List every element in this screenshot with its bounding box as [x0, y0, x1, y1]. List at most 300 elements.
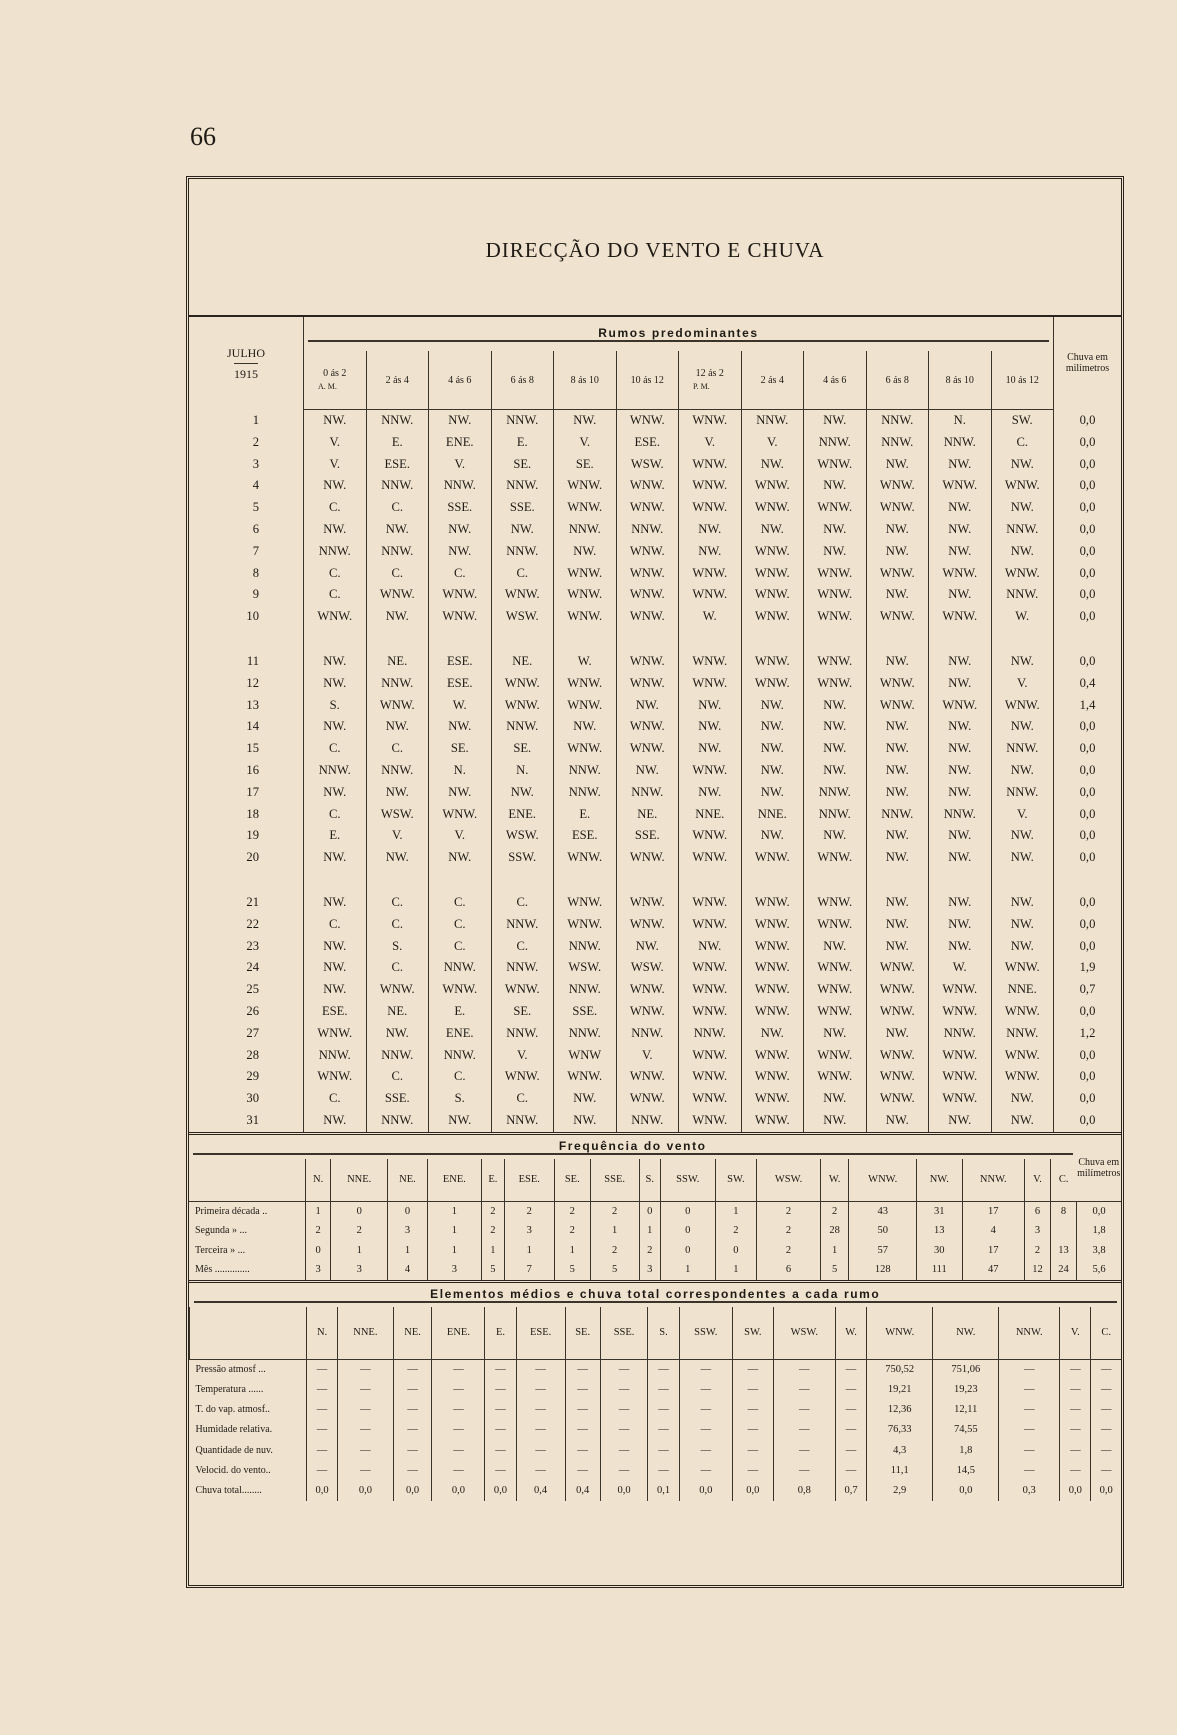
wind-direction-cell: NW.	[929, 825, 992, 847]
element-cell: —	[600, 1461, 648, 1481]
gap-cell	[679, 628, 742, 651]
element-cell: —	[733, 1380, 774, 1400]
wind-direction-cell: WNW.	[866, 695, 929, 717]
wind-direction-cell: C.	[304, 497, 367, 519]
wind-direction-cell: WNW.	[741, 584, 804, 606]
wind-direction-cell: NW.	[866, 782, 929, 804]
rain-cell: 0,0	[1054, 847, 1122, 869]
wind-direction-cell: NW.	[679, 519, 742, 541]
wind-direction-cell: NW.	[366, 847, 429, 869]
row-label: Mês ..............	[195, 1264, 250, 1276]
element-cell: 0,0	[1060, 1481, 1091, 1501]
day-number: 14	[246, 719, 259, 734]
wind-direction-cell: WNW.	[491, 1066, 554, 1088]
wind-direction-cell: WNW.	[804, 847, 867, 869]
wind-direction-cell: NW.	[366, 716, 429, 738]
wind-direction-cell: SE.	[554, 454, 617, 476]
wind-direction-cell: WNW.	[616, 584, 679, 606]
wind-direction-cell: WNW.	[679, 1045, 742, 1067]
direction-header: S.	[648, 1307, 679, 1360]
wind-direction-cell: WNW	[554, 1045, 617, 1067]
wind-direction-cell: C.	[429, 563, 492, 585]
wind-direction-cell: NW.	[679, 541, 742, 563]
table-row	[189, 695, 1121, 717]
elements-title-cell	[190, 1283, 1122, 1307]
element-cell: —	[600, 1441, 648, 1461]
rain-cell: 3,8	[1077, 1241, 1122, 1261]
element-cell: 0,8	[773, 1481, 835, 1501]
wind-direction-cell: WNW.	[866, 957, 929, 979]
wind-direction-cell: ESE.	[429, 673, 492, 695]
time-column-header	[366, 351, 429, 410]
table-row	[189, 584, 1121, 606]
wind-direction-cell: NW.	[804, 1110, 867, 1132]
element-cell: 14,5	[933, 1461, 999, 1481]
day-number: 3	[252, 456, 259, 471]
wind-direction-cell: NNW.	[366, 1110, 429, 1132]
wind-direction-cell: NW.	[991, 716, 1054, 738]
frequency-cell: 1	[482, 1241, 505, 1261]
rain-cell: 0,0	[1054, 804, 1122, 826]
table-row	[189, 1023, 1121, 1045]
wind-direction-cell: WNW.	[741, 847, 804, 869]
direction-header: ESE.	[504, 1159, 554, 1202]
wind-direction-cell: NNW.	[616, 519, 679, 541]
wind-direction-cell: V.	[491, 1045, 554, 1067]
gap-cell	[804, 869, 867, 892]
frequency-cell: 31	[917, 1201, 962, 1221]
wind-direction-cell: ENE.	[429, 432, 492, 454]
element-cell: 12,11	[933, 1400, 999, 1420]
direction-header: SW.	[715, 1159, 757, 1202]
element-cell: —	[999, 1400, 1060, 1420]
wind-direction-cell: C.	[304, 738, 367, 760]
wind-direction-cell: WNW.	[679, 584, 742, 606]
wind-direction-cell: WNW.	[741, 497, 804, 519]
wind-direction-cell: NW.	[866, 847, 929, 869]
frequency-cell: 2	[639, 1241, 660, 1261]
element-cell: 12,36	[867, 1400, 933, 1420]
table-row	[189, 563, 1121, 585]
wind-direction-cell: NW.	[866, 1110, 929, 1132]
wind-direction-cell: C.	[491, 892, 554, 914]
element-cell: —	[485, 1461, 516, 1481]
time-column-header	[929, 351, 992, 410]
element-cell: 1,8	[933, 1441, 999, 1461]
wind-direction-cell: NNW.	[991, 782, 1054, 804]
wind-direction-cell: NNW.	[554, 760, 617, 782]
wind-direction-cell: NNW.	[991, 1023, 1054, 1045]
element-cell: 751,06	[933, 1359, 999, 1380]
wind-direction-cell: WNW.	[804, 892, 867, 914]
element-cell: —	[516, 1441, 565, 1461]
frequency-cell: 7	[504, 1260, 554, 1280]
wind-direction-cell: E.	[554, 804, 617, 826]
frequency-cell: 57	[849, 1241, 917, 1261]
element-cell: —	[485, 1400, 516, 1420]
wind-direction-cell: WNW.	[679, 563, 742, 585]
wind-direction-cell: NW.	[304, 936, 367, 958]
wind-direction-cell: WNW.	[929, 1001, 992, 1023]
wind-direction-cell: NNW.	[491, 914, 554, 936]
wind-direction-cell: WNW.	[929, 979, 992, 1001]
direction-header: ENE.	[427, 1159, 481, 1202]
wind-direction-cell: NNE.	[741, 804, 804, 826]
element-cell: —	[516, 1380, 565, 1400]
wind-direction-cell: E.	[304, 825, 367, 847]
wind-direction-table	[189, 317, 1121, 1132]
wind-direction-cell: NW.	[554, 1088, 617, 1110]
frequency-cell: 2	[554, 1201, 590, 1221]
gap-cell	[929, 628, 992, 651]
day-number: 10	[246, 609, 259, 624]
wind-direction-cell: NW.	[929, 847, 992, 869]
frequency-cell: 4	[962, 1221, 1025, 1241]
table-row	[189, 1241, 1121, 1261]
wind-direction-cell: WSW.	[491, 825, 554, 847]
time-column-header	[804, 351, 867, 410]
wind-direction-cell: NNW.	[304, 1045, 367, 1067]
day-number: 2	[252, 434, 259, 449]
rain-cell: 0,0	[1054, 584, 1122, 606]
frequency-cell: 3	[504, 1221, 554, 1241]
wind-direction-cell: WNW.	[929, 695, 992, 717]
wind-direction-cell: WNW.	[491, 584, 554, 606]
wind-direction-cell: NNW.	[491, 475, 554, 497]
wind-direction-cell: NW.	[554, 1110, 617, 1132]
wind-direction-cell: NW.	[304, 979, 367, 1001]
pm-label: P. M.	[693, 382, 710, 391]
row-label: Humidade relativa.	[195, 1424, 273, 1436]
wind-direction-cell: NW.	[866, 454, 929, 476]
wind-direction-cell: NW.	[304, 1110, 367, 1132]
wind-direction-cell: WNW.	[679, 1066, 742, 1088]
element-cell: —	[393, 1359, 432, 1380]
wind-direction-cell: WNW.	[616, 606, 679, 628]
element-cell: —	[307, 1400, 338, 1420]
time-column-label: 10 ás 12	[1005, 374, 1039, 386]
day-number: 5	[252, 500, 259, 515]
wind-direction-cell: E.	[429, 1001, 492, 1023]
wind-direction-cell: WNW.	[679, 825, 742, 847]
wind-direction-cell: WSW.	[366, 804, 429, 826]
row-label: Primeira década ..	[195, 1205, 268, 1217]
wind-direction-cell: NW.	[554, 410, 617, 432]
wind-direction-cell: NNW.	[304, 541, 367, 563]
wind-direction-cell: NNW.	[554, 979, 617, 1001]
gap-cell	[304, 869, 367, 892]
wind-direction-cell: WNW.	[616, 892, 679, 914]
element-cell: —	[338, 1441, 394, 1461]
wind-direction-cell: SSE.	[366, 1088, 429, 1110]
wind-direction-cell: WNW.	[804, 1045, 867, 1067]
wind-direction-cell: WNW.	[991, 475, 1054, 497]
wind-direction-cell: NNW.	[929, 1023, 992, 1045]
gap-cell	[991, 628, 1054, 651]
wind-direction-cell: NW.	[804, 760, 867, 782]
gap-cell	[491, 869, 554, 892]
wind-direction-cell: NNW.	[616, 1023, 679, 1045]
element-cell: —	[999, 1359, 1060, 1380]
wind-direction-cell: ESE.	[366, 454, 429, 476]
table-row	[190, 1400, 1122, 1420]
wind-direction-cell: C.	[366, 957, 429, 979]
wind-direction-cell: WNW.	[616, 1088, 679, 1110]
wind-direction-cell: NW.	[929, 1110, 992, 1132]
wind-direction-cell: NW.	[866, 892, 929, 914]
wind-direction-cell: SSW.	[491, 847, 554, 869]
wind-direction-cell: NNW.	[366, 475, 429, 497]
time-column-header	[991, 351, 1054, 410]
gap-cell	[741, 628, 804, 651]
frequency-cell: 2	[306, 1221, 331, 1241]
wind-direction-cell: WNW.	[616, 738, 679, 760]
element-cell: —	[836, 1400, 867, 1420]
wind-direction-cell: NW.	[366, 1023, 429, 1045]
gap-cell	[554, 628, 617, 651]
wind-direction-cell: NW.	[804, 695, 867, 717]
wind-direction-cell: NW.	[616, 695, 679, 717]
wind-direction-cell: WNW.	[616, 651, 679, 673]
wind-direction-cell: NNW.	[491, 957, 554, 979]
decade-gap	[189, 628, 1121, 651]
frequency-cell: 2	[590, 1241, 639, 1261]
wind-direction-cell: NNW.	[866, 804, 929, 826]
element-cell: —	[1060, 1400, 1091, 1420]
gap-cell	[616, 869, 679, 892]
table-row	[189, 979, 1121, 1001]
table-row	[189, 410, 1121, 432]
wind-direction-cell: WNW.	[741, 1110, 804, 1132]
element-cell: 0,0	[733, 1481, 774, 1501]
wind-direction-cell: SSE.	[491, 497, 554, 519]
direction-header: NNW.	[999, 1307, 1060, 1360]
wind-direction-cell: NW.	[429, 782, 492, 804]
element-cell: —	[648, 1400, 679, 1420]
wind-direction-cell: WNW.	[554, 606, 617, 628]
wind-direction-cell: NW.	[429, 1110, 492, 1132]
element-cell: 0,0	[485, 1481, 516, 1501]
wind-direction-cell: NNW.	[366, 410, 429, 432]
element-cell: —	[999, 1380, 1060, 1400]
group-header: Rumos predominantes	[598, 325, 759, 340]
time-column-label: 6 ás 8	[510, 374, 534, 386]
direction-header: NW.	[933, 1307, 999, 1360]
wind-direction-cell: V.	[991, 804, 1054, 826]
element-cell: —	[485, 1380, 516, 1400]
wind-direction-cell: WSW.	[616, 454, 679, 476]
wind-direction-cell: ESE.	[616, 432, 679, 454]
direction-header: NE.	[388, 1159, 428, 1202]
wind-direction-cell: C.	[429, 892, 492, 914]
wind-direction-cell: WNW.	[679, 957, 742, 979]
table-row	[189, 1201, 1121, 1221]
wind-direction-cell: WNW.	[991, 563, 1054, 585]
table-row	[189, 606, 1121, 628]
frequency-cell: 3	[639, 1260, 660, 1280]
frequency-cell: 1	[590, 1221, 639, 1241]
frequency-cell: 13	[1050, 1241, 1076, 1261]
frequency-cell: 5	[554, 1260, 590, 1280]
day-number: 25	[246, 982, 259, 997]
frequency-cell: 47	[962, 1260, 1025, 1280]
wind-direction-cell: WNW.	[679, 673, 742, 695]
element-cell: 0,0	[600, 1481, 648, 1501]
table-row	[189, 1001, 1121, 1023]
label-header	[189, 1159, 306, 1202]
wind-direction-cell: V.	[616, 1045, 679, 1067]
wind-direction-cell: WNW.	[929, 1066, 992, 1088]
day-number: 8	[252, 565, 259, 580]
wind-direction-cell: WNW.	[741, 892, 804, 914]
label-header	[190, 1307, 307, 1360]
wind-direction-cell: WNW.	[741, 541, 804, 563]
rain-cell: 1,2	[1054, 1023, 1122, 1045]
frequency-cell: 0	[660, 1201, 715, 1221]
gap-cell	[429, 628, 492, 651]
wind-direction-cell: NW.	[679, 695, 742, 717]
element-cell: —	[393, 1380, 432, 1400]
rain-cell: 0,0	[1054, 825, 1122, 847]
wind-direction-cell: WNW.	[679, 475, 742, 497]
wind-direction-cell: NW.	[866, 914, 929, 936]
element-cell: —	[485, 1441, 516, 1461]
wind-direction-cell: WNW.	[804, 584, 867, 606]
element-cell: —	[1091, 1359, 1121, 1380]
row-label: Quantidade de nuv.	[195, 1444, 273, 1456]
element-cell: —	[733, 1441, 774, 1461]
rain-cell: 0,0	[1054, 432, 1122, 454]
element-cell: —	[836, 1461, 867, 1481]
wind-direction-cell: NNW.	[491, 410, 554, 432]
wind-direction-cell: NW.	[741, 454, 804, 476]
table-row	[189, 825, 1121, 847]
wind-direction-cell: NNW.	[866, 432, 929, 454]
wind-direction-cell: WNW.	[804, 1001, 867, 1023]
frequency-cell: 1	[306, 1201, 331, 1221]
frequency-cell: 28	[820, 1221, 848, 1241]
wind-direction-cell: NW.	[616, 936, 679, 958]
wind-direction-cell: NNW.	[491, 1110, 554, 1132]
gap-cell	[189, 628, 304, 651]
wind-direction-cell: NW.	[929, 914, 992, 936]
wind-direction-cell: WNW.	[929, 563, 992, 585]
wind-direction-cell: WNW.	[429, 804, 492, 826]
direction-header: WNW.	[849, 1159, 917, 1202]
wind-direction-cell: NW.	[741, 519, 804, 541]
wind-direction-cell: NW.	[366, 519, 429, 541]
wind-direction-cell: SSE.	[429, 497, 492, 519]
wind-direction-cell: WSW.	[616, 957, 679, 979]
rain-cell: 0,0	[1054, 914, 1122, 936]
time-column-label: 4 ás 6	[448, 374, 472, 386]
day-number: 4	[252, 478, 259, 493]
wind-direction-cell: SE.	[429, 738, 492, 760]
direction-header: N.	[306, 1159, 331, 1202]
wind-direction-cell: C.	[429, 914, 492, 936]
am-label: A. M.	[318, 382, 337, 391]
wind-direction-cell: ESE.	[554, 825, 617, 847]
wind-direction-cell: NW.	[616, 760, 679, 782]
element-cell: 74,55	[933, 1420, 999, 1440]
rain-cell: 0,0	[1054, 936, 1122, 958]
wind-direction-cell: WNW.	[804, 454, 867, 476]
element-cell: 76,33	[867, 1420, 933, 1440]
wind-direction-cell: WNW.	[616, 475, 679, 497]
wind-direction-cell: NNW.	[491, 541, 554, 563]
wind-direction-cell: WNW.	[741, 936, 804, 958]
direction-header: W.	[820, 1159, 848, 1202]
element-cell: —	[999, 1420, 1060, 1440]
wind-direction-cell: WNW.	[554, 892, 617, 914]
wind-direction-cell: W.	[991, 606, 1054, 628]
wind-direction-cell: WNW.	[866, 1001, 929, 1023]
wind-direction-cell: V.	[554, 432, 617, 454]
element-cell: —	[432, 1380, 485, 1400]
table-row	[189, 738, 1121, 760]
wind-direction-cell: NW.	[304, 651, 367, 673]
element-cell: —	[565, 1400, 600, 1420]
frequency-cell: 0	[660, 1221, 715, 1241]
frequency-cell: 1	[331, 1241, 388, 1261]
direction-header: WSW.	[773, 1307, 835, 1360]
element-cell: —	[1091, 1380, 1121, 1400]
wind-direction-cell: WNW.	[741, 1001, 804, 1023]
wind-direction-cell: NW.	[866, 584, 929, 606]
wind-direction-cell: C.	[991, 432, 1054, 454]
wind-direction-cell: NW.	[429, 716, 492, 738]
rain-cell: 0,7	[1054, 979, 1122, 1001]
wind-direction-cell: NW.	[741, 760, 804, 782]
element-cell: —	[432, 1400, 485, 1420]
wind-direction-cell: ENE.	[491, 804, 554, 826]
wind-direction-cell: W.	[429, 695, 492, 717]
day-number: 20	[246, 850, 259, 865]
table-row	[189, 519, 1121, 541]
day-number: 28	[246, 1047, 259, 1062]
wind-direction-cell: WNW.	[741, 606, 804, 628]
frequency-cell: 17	[962, 1241, 1025, 1261]
gap-cell	[804, 628, 867, 651]
wind-direction-cell: NW.	[804, 1023, 867, 1045]
wind-direction-cell: WNW.	[804, 979, 867, 1001]
wind-direction-cell: WSW.	[491, 606, 554, 628]
element-cell: —	[393, 1461, 432, 1481]
wind-direction-cell: NW.	[866, 738, 929, 760]
wind-direction-cell: NNW.	[991, 519, 1054, 541]
wind-direction-cell: WNW.	[554, 847, 617, 869]
direction-header: W.	[836, 1307, 867, 1360]
wind-direction-cell: WNW.	[679, 979, 742, 1001]
day-number: 27	[246, 1025, 259, 1040]
day-number: 7	[252, 543, 259, 558]
element-cell: —	[1091, 1420, 1121, 1440]
wind-direction-cell: WNW.	[679, 847, 742, 869]
element-cell: —	[485, 1420, 516, 1440]
element-cell: —	[836, 1420, 867, 1440]
wind-direction-cell: WNW.	[679, 914, 742, 936]
wind-direction-cell: NW.	[991, 847, 1054, 869]
wind-direction-cell: NW.	[929, 454, 992, 476]
wind-direction-cell: NW.	[741, 716, 804, 738]
wind-direction-cell: WNW.	[866, 1066, 929, 1088]
wind-direction-cell: WNW.	[679, 892, 742, 914]
wind-direction-cell: WNW.	[491, 695, 554, 717]
wind-direction-cell: NE.	[616, 804, 679, 826]
wind-direction-cell: NW.	[304, 519, 367, 541]
frequency-cell: 2	[482, 1201, 505, 1221]
element-cell: 0,4	[565, 1481, 600, 1501]
